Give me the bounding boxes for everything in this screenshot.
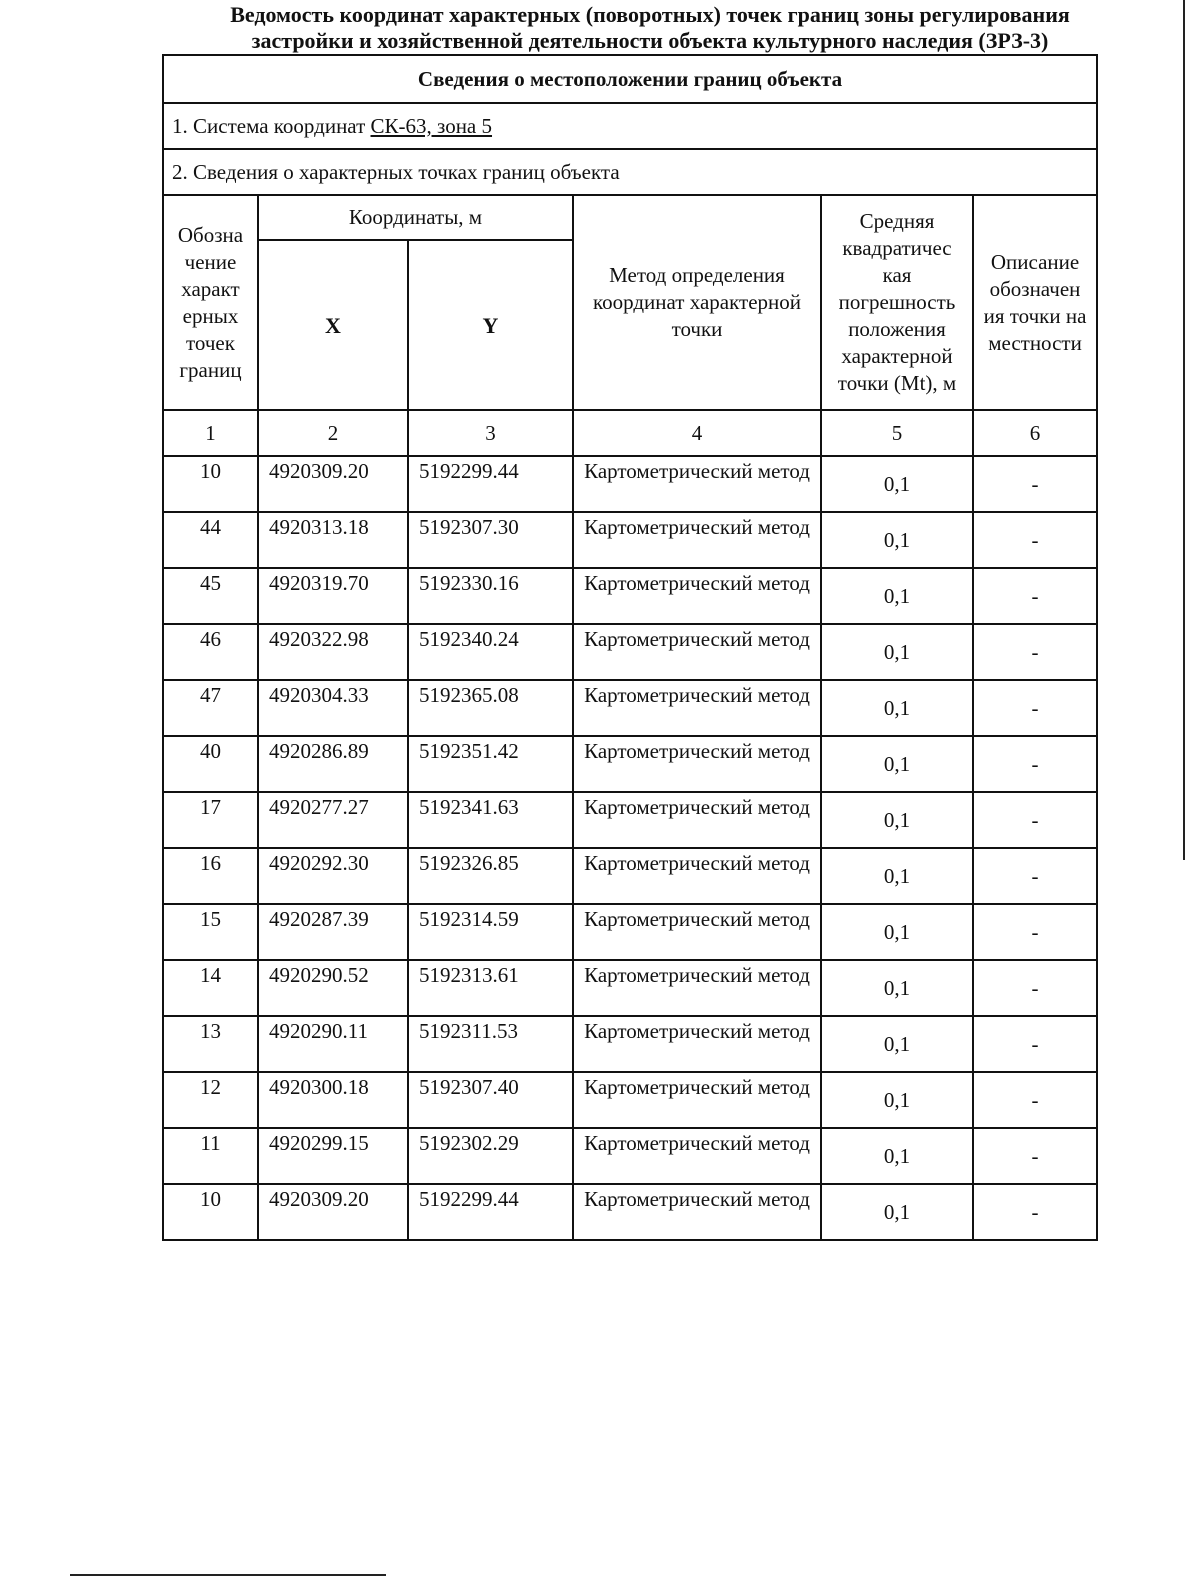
table-row [163,736,1097,792]
cell-method: Картометрический метод [573,512,821,568]
table-row [163,1184,1097,1240]
cell-error: 0,1 [821,904,973,960]
table-row [163,512,1097,568]
column-number: 6 [973,410,1097,456]
cell-point: 16 [163,848,258,904]
cell-description: - [973,848,1097,904]
cell-y: 5192302.29 [408,1128,573,1184]
cell-point: 17 [163,792,258,848]
cell-y: 5192307.30 [408,512,573,568]
table-row [163,624,1097,680]
cell-x: 4920304.33 [258,680,408,736]
cell-point: 12 [163,1072,258,1128]
cell-point: 13 [163,1016,258,1072]
cell-error: 0,1 [821,736,973,792]
column-numbers-row [163,410,1097,456]
cell-method: Картометрический метод [573,1072,821,1128]
cell-x: 4920290.52 [258,960,408,1016]
points-info-row: 2. Сведения о характерных точках границ объекта [163,149,1097,195]
cell-description: - [973,960,1097,1016]
coord-system-value: СК-63, зона 5 [370,113,493,138]
cell-x: 4920292.30 [258,848,408,904]
cell-description: - [973,456,1097,512]
cell-method: Картометрический метод [573,792,821,848]
cell-x: 4920300.18 [258,1072,408,1128]
cell-x: 4920313.18 [258,512,408,568]
table-row [163,1016,1097,1072]
cell-error: 0,1 [821,512,973,568]
column-number: 3 [408,410,573,456]
cell-method: Картометрический метод [573,848,821,904]
table-row [163,792,1097,848]
header-error: Средняя квадратичес кая погрешность положения характерной точки (Mt), м [821,195,973,410]
header-description: Описание обозначен ия точки на местности [973,195,1097,410]
footnote-separator [70,1574,386,1576]
cell-method: Картометрический метод [573,624,821,680]
cell-x: 4920286.89 [258,736,408,792]
cell-error: 0,1 [821,1128,973,1184]
cell-description: - [973,792,1097,848]
cell-y: 5192340.24 [408,624,573,680]
cell-point: 46 [163,624,258,680]
cell-x: 4920309.20 [258,1184,408,1240]
cell-point: 47 [163,680,258,736]
cell-y: 5192341.63 [408,792,573,848]
cell-description: - [973,904,1097,960]
header-y: Y [408,240,573,410]
table-row [163,1072,1097,1128]
header-point-designation: Обозна чение характ ерных точек границ [163,195,258,410]
cell-method: Картометрический метод [573,1128,821,1184]
cell-y: 5192326.85 [408,848,573,904]
cell-method: Картометрический метод [573,456,821,512]
cell-y: 5192330.16 [408,568,573,624]
cell-point: 40 [163,736,258,792]
cell-description: - [973,512,1097,568]
table-row [163,568,1097,624]
table-row [163,848,1097,904]
cell-point: 45 [163,568,258,624]
cell-description: - [973,680,1097,736]
cell-point: 10 [163,1184,258,1240]
cell-description: - [973,568,1097,624]
cell-y: 5192365.08 [408,680,573,736]
coord-system-label: 1. Система координат [172,113,371,138]
cell-point: 14 [163,960,258,1016]
cell-x: 4920299.15 [258,1128,408,1184]
cell-point: 10 [163,456,258,512]
cell-description: - [973,736,1097,792]
table-row [163,1128,1097,1184]
column-number: 4 [573,410,821,456]
cell-error: 0,1 [821,792,973,848]
column-number: 1 [163,410,258,456]
cell-method: Картометрический метод [573,568,821,624]
cell-x: 4920319.70 [258,568,408,624]
cell-y: 5192299.44 [408,456,573,512]
table-row [163,680,1097,736]
table-row [163,960,1097,1016]
cell-description: - [973,1016,1097,1072]
cell-y: 5192351.42 [408,736,573,792]
page-title [150,2,1150,54]
table-row [163,904,1097,960]
cell-error: 0,1 [821,1016,973,1072]
cell-y: 5192307.40 [408,1072,573,1128]
coordinates-table [162,54,1098,1241]
page-title-line-2: застройки и хозяйственной деятельности объекта культурного наследия (ЗРЗ-3) [251,28,1049,53]
cell-y: 5192313.61 [408,960,573,1016]
cell-method: Картометрический метод [573,1016,821,1072]
header-x: X [258,240,408,410]
cell-description: - [973,1072,1097,1128]
scan-edge-line [1183,0,1185,860]
cell-point: 44 [163,512,258,568]
cell-error: 0,1 [821,848,973,904]
cell-method: Картометрический метод [573,680,821,736]
page-title-line-1: Ведомость координат характерных (поворотных) точек границ зоны регулирования [230,2,1070,27]
cell-x: 4920322.98 [258,624,408,680]
cell-description: - [973,624,1097,680]
cell-method: Картометрический метод [573,960,821,1016]
cell-description: - [973,1128,1097,1184]
cell-error: 0,1 [821,1184,973,1240]
cell-error: 0,1 [821,1072,973,1128]
coord-system-row [163,103,1097,149]
table-row [163,456,1097,512]
cell-error: 0,1 [821,624,973,680]
cell-y: 5192314.59 [408,904,573,960]
cell-method: Картометрический метод [573,736,821,792]
cell-error: 0,1 [821,960,973,1016]
cell-x: 4920287.39 [258,904,408,960]
cell-point: 11 [163,1128,258,1184]
cell-description: - [973,1184,1097,1240]
section-heading: Сведения о местоположении границ объекта [163,55,1097,103]
cell-y: 5192299.44 [408,1184,573,1240]
cell-method: Картометрический метод [573,1184,821,1240]
cell-error: 0,1 [821,568,973,624]
header-method: Метод определения координат характерной точки [573,195,821,410]
header-coordinates: Координаты, м [258,195,573,240]
cell-method: Картометрический метод [573,904,821,960]
cell-x: 4920277.27 [258,792,408,848]
cell-error: 0,1 [821,680,973,736]
cell-x: 4920290.11 [258,1016,408,1072]
cell-y: 5192311.53 [408,1016,573,1072]
cell-x: 4920309.20 [258,456,408,512]
column-number: 5 [821,410,973,456]
cell-error: 0,1 [821,456,973,512]
cell-point: 15 [163,904,258,960]
column-number: 2 [258,410,408,456]
